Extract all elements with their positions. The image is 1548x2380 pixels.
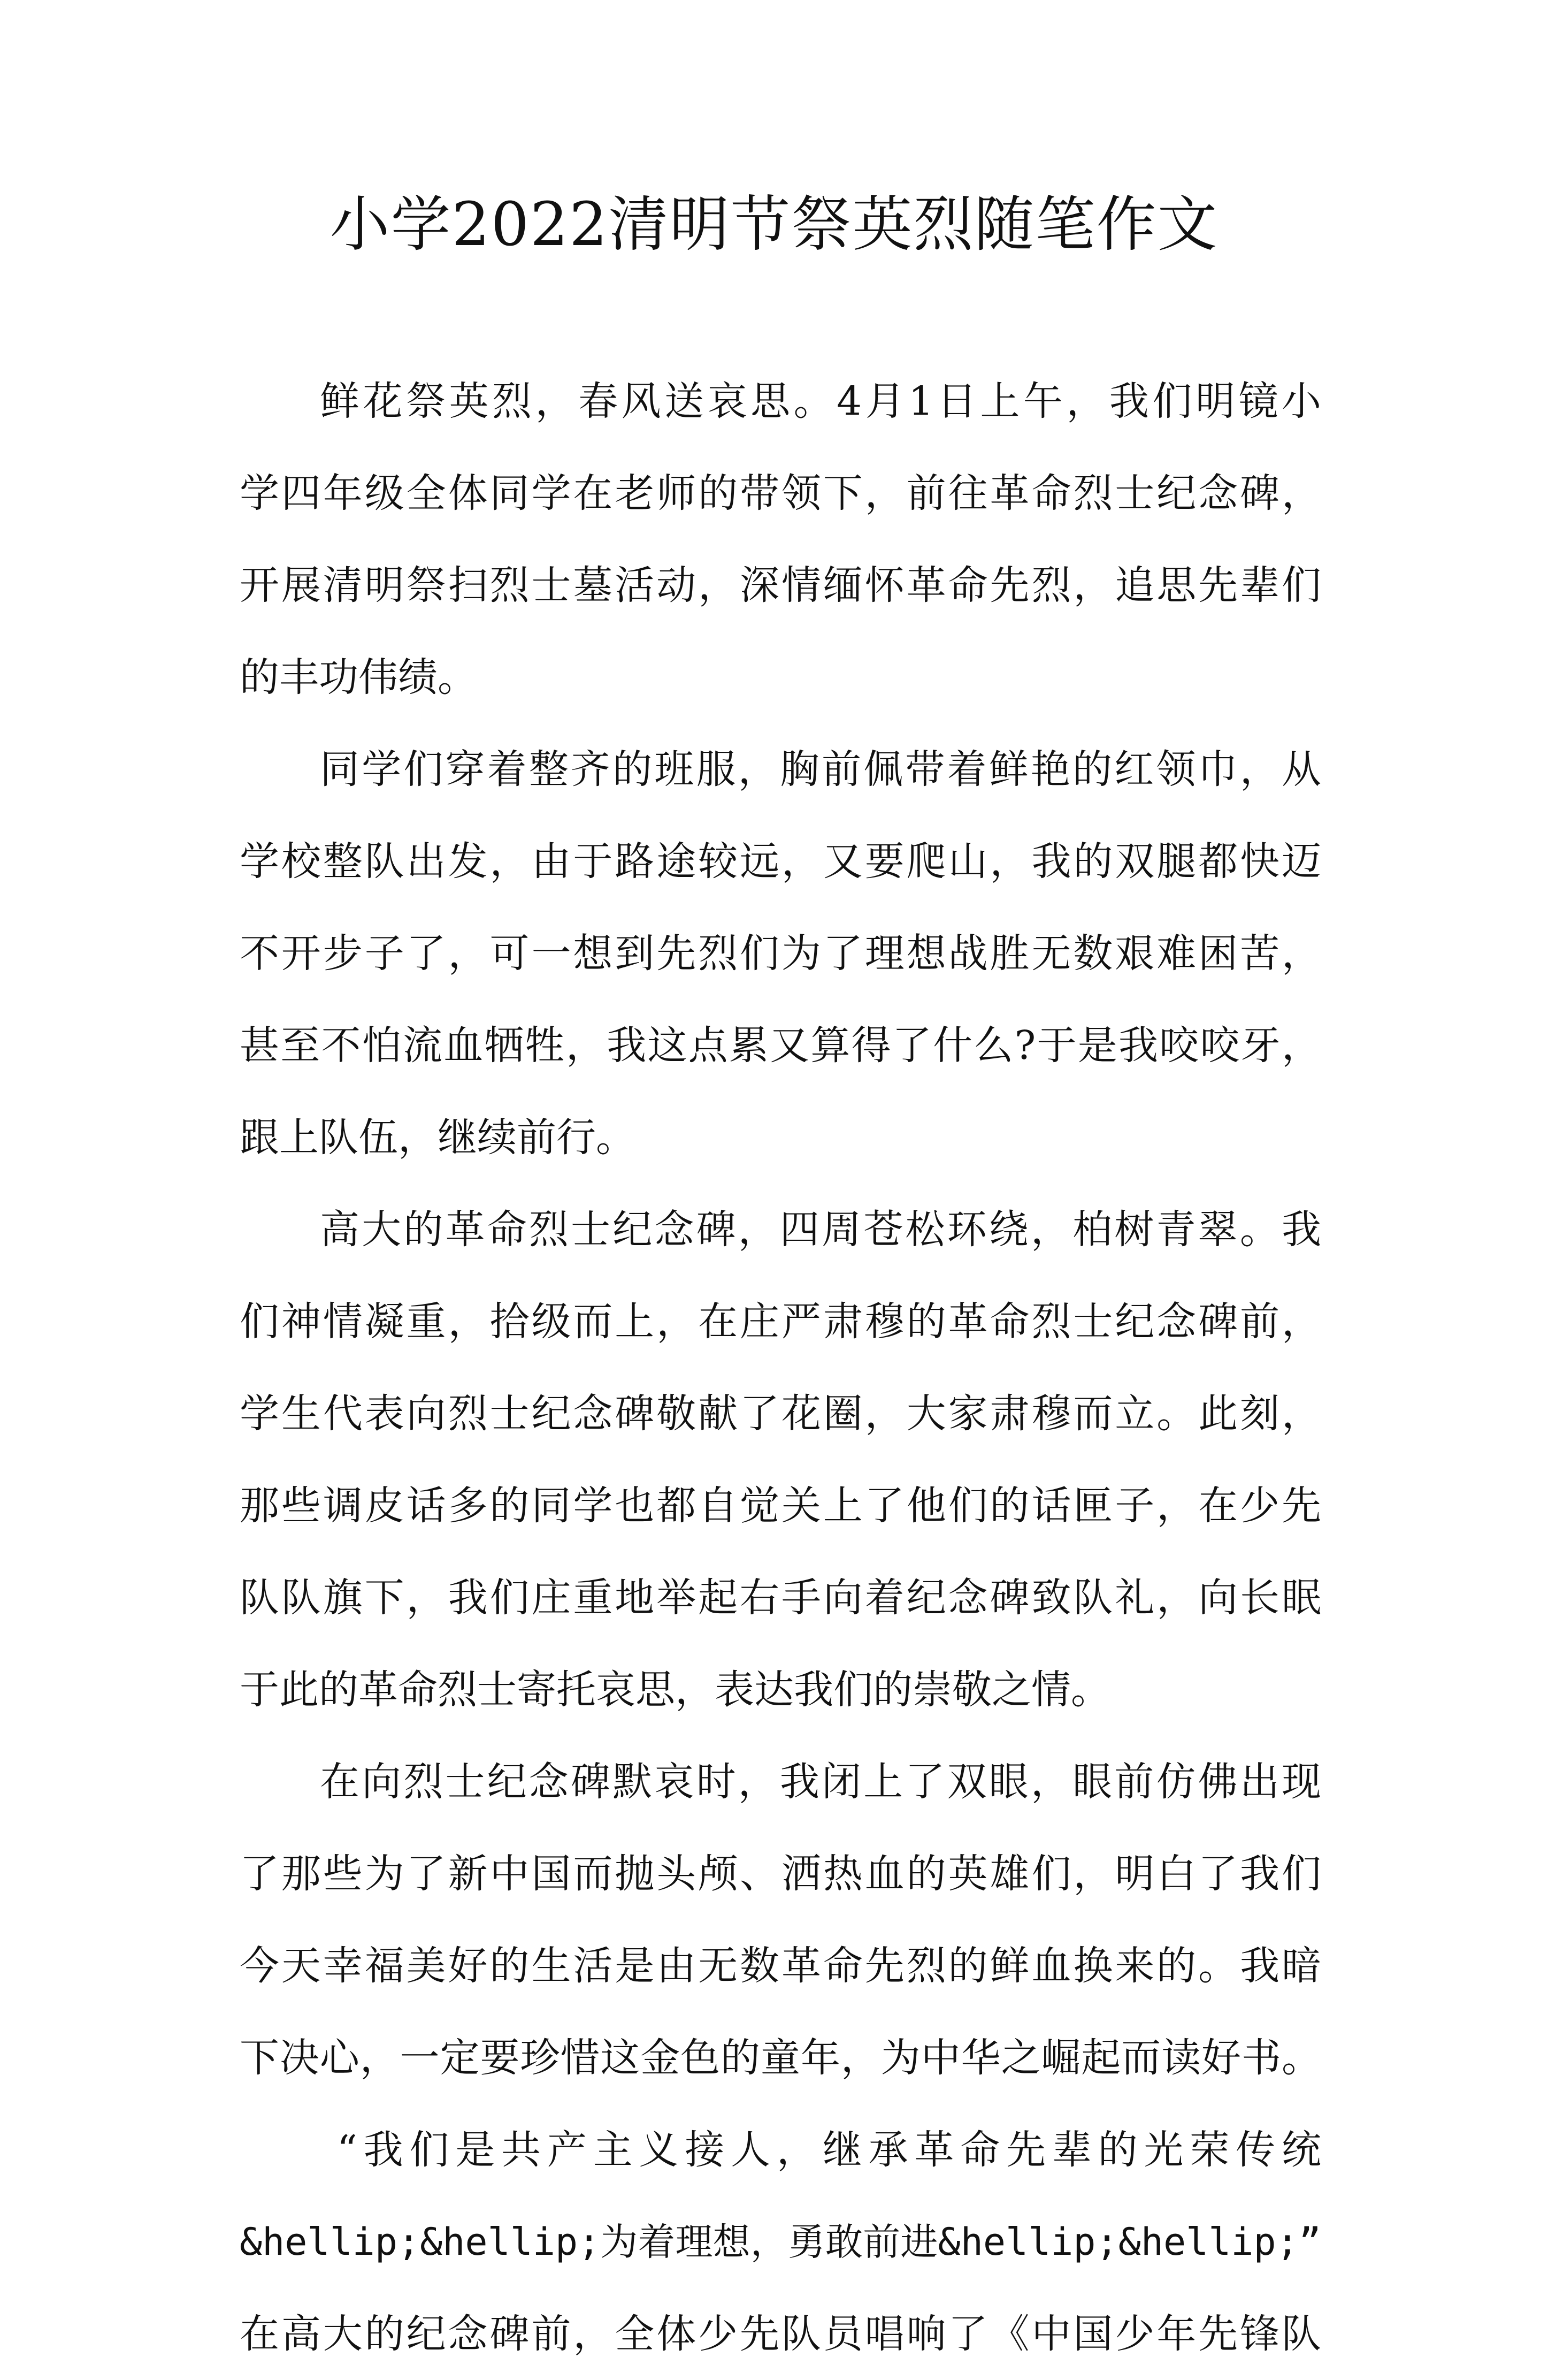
paragraph-line: 了那些为了新中国而抛头颅、洒热血的英雄们，明白了我们 (240, 1851, 1321, 1897)
paragraph-line: 们神情凝重，拾级而上，在庄严肃穆的革命烈士纪念碑前， (240, 1299, 1321, 1345)
paragraph-line: 在高大的纪念碑前，全体少先队员唱响了《中国少年先锋队 (240, 2311, 1321, 2357)
paragraph-line: 甚至不怕流血牺牲，我这点累又算得了什么?于是我咬咬牙， (240, 1023, 1321, 1069)
paragraph-line: 的丰功伟绩。 (240, 654, 477, 700)
paragraph-line: 鲜花祭英烈，春风送哀思。4月1日上午，我们明镜小 (320, 378, 1321, 424)
paragraph-line: 今天幸福美好的生活是由无数革命先烈的鲜血换来的。我暗 (240, 1943, 1321, 1989)
document-body (240, 355, 1321, 2380)
paragraph-line: “我们是共产主义接人，继承革命先辈的光荣传统 (337, 2127, 1321, 2173)
paragraph-line: 在向烈士纪念碑默哀时，我闭上了双眼，眼前仿佛出现 (320, 1759, 1321, 1805)
paragraph-line: 队队旗下，我们庄重地举起右手向着纪念碑致队礼，向长眠 (240, 1575, 1321, 1621)
paragraph-line: 下决心，一定要珍惜这金色的童年，为中华之崛起而读好书。 (240, 2035, 1321, 2081)
paragraph-line: 跟上队伍，继续前行。 (240, 1115, 635, 1161)
paragraph-line: 学校整队出发，由于路途较远，又要爬山，我的双腿都快迈 (240, 838, 1321, 884)
paragraph-line: &hellip;&hellip;为着理想，勇敢前进&hellip;&hellip;” (240, 2220, 1321, 2264)
paragraph-line: 开展清明祭扫烈士墓活动，深情缅怀革命先烈，追思先辈们 (240, 562, 1321, 608)
paragraph-line: 学四年级全体同学在老师的带领下，前往革命烈士纪念碑， (240, 470, 1321, 516)
paragraph-line: 于此的革命烈士寄托哀思，表达我们的崇敬之情。 (240, 1667, 1110, 1713)
paragraph-line: 不开步子了，可一想到先烈们为了理想战胜无数艰难困苦， (240, 930, 1321, 977)
paragraph-line: 那些调皮话多的同学也都自觉关上了他们的话匣子，在少先 (240, 1483, 1321, 1529)
paragraph-line: 同学们穿着整齐的班服，胸前佩带着鲜艳的红领巾，从 (320, 746, 1321, 792)
document-title: 小学2022清明节祭英烈随笔作文 (329, 190, 1219, 260)
paragraph-line: 高大的革命烈士纪念碑，四周苍松环绕，柏树青翠。我 (320, 1207, 1321, 1253)
paragraph-line: 学生代表向烈士纪念碑敬献了花圈，大家肃穆而立。此刻， (240, 1391, 1321, 1437)
